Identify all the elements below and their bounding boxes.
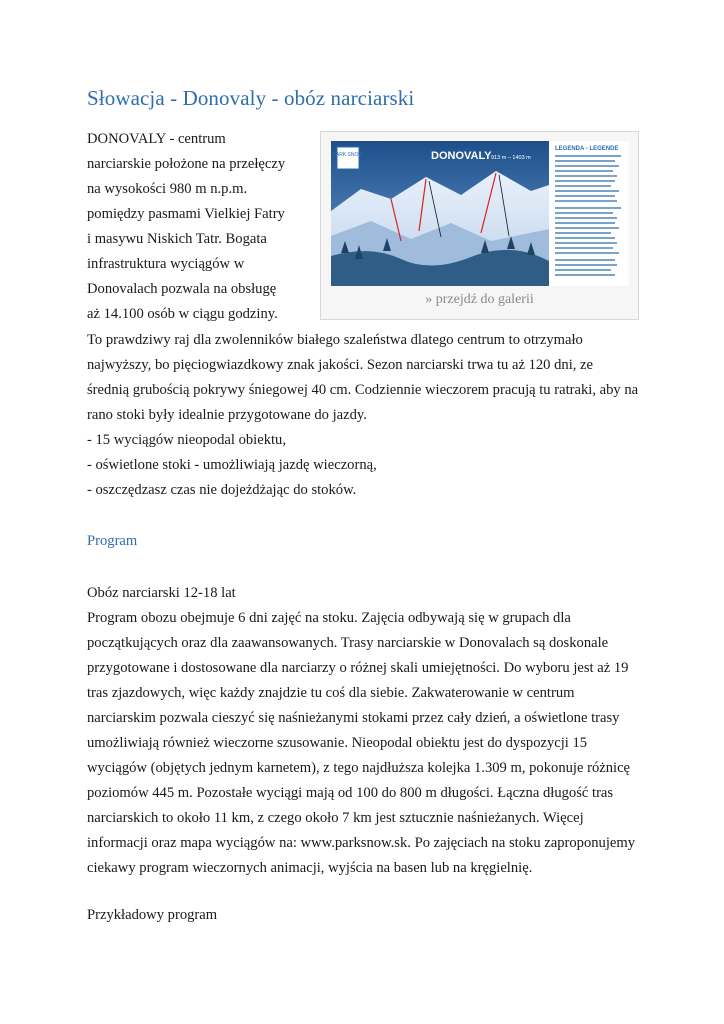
program-line: Program obozu obejmuje 6 dni zajęć na stoku. Zajęcia odbywają się w grupach dla (87, 610, 571, 626)
page-title: Słowacja - Donovaly - obóz narciarski (87, 86, 415, 110)
program-line: poziomów 445 m. Pozostałe wyciągi mają od 100 do 800 m długości. Łączna długość tras (87, 785, 614, 801)
ski-map-figure (320, 131, 639, 320)
map-title: DONOVALY (431, 150, 492, 162)
park-snow-logo (337, 147, 359, 169)
intro-line: średnią grubością pokrywy śniegowej 40 cm. Codziennie wieczorem pracują tu ratraki, aby na (87, 382, 639, 398)
gallery-link[interactable]: » przejdź do galerii (425, 292, 534, 307)
program-line: początkujących oraz dla zaawansowanych. Trasy narciarskie w Donovalach są doskonale (87, 635, 609, 651)
program-line: ciekawy program wieczornych animacji, wyjścia na basen lub na kręgielnię. (87, 860, 533, 876)
program-paragraph (87, 581, 647, 881)
program-line: umożliwiają również wieczorne szusowanie. Nieopodal obiektu jest do dyspozycji 15 (87, 735, 588, 751)
intro-line: narciarskie położone na przełęczy (87, 156, 286, 172)
intro-line: To prawdziwy raj dla zwolenników białego szaleństwa dlatego centrum to otrzymało (87, 332, 583, 348)
program-line: narciarskim pozwala cieszyć się naśnieżanymi stokami przez cały dzień, a oświetlone trasy (87, 710, 620, 726)
program-line: wyciągów (objętych jednym karnetem), z tego najdłuższa kolejka 1.309 m, pokonuje różnicę (87, 760, 631, 776)
intro-paragraph-wide (87, 328, 647, 503)
park-snow-logo-text: PARK SNOW (332, 152, 364, 158)
map-altitude: 913 m – 1403 m (491, 155, 531, 161)
bullet-line: - oświetlone stoki - umożliwiają jazdę wieczorną, (87, 457, 377, 473)
section-heading-program: Program (87, 533, 138, 549)
intro-line: na wysokości 980 m n.p.m. (87, 181, 248, 197)
program-subtitle: Obóz narciarski 12-18 lat (87, 585, 236, 601)
intro-line: infrastruktura wyciągów w (87, 256, 245, 272)
intro-line: i masywu Niskich Tatr. Bogata (87, 231, 267, 247)
intro-line: najwyższy, bo pięciogwiazdkowy znak jakości. Sezon narciarski trwa tu aż 120 dni, ze (87, 357, 594, 373)
intro-paragraph-narrow (87, 127, 302, 327)
ski-map-image[interactable] (331, 141, 629, 286)
intro-line: aż 14.100 osób w ciągu godziny. (87, 306, 278, 322)
program-line: przygotowane i dostosowane dla narciarzy o różnej skali umiejętności. Do wyboru jest aż 19 (87, 660, 629, 676)
program-line: narciarskich to około 11 km, z czego około 7 km jest sztucznie naśnieżanych. Więcej (87, 810, 584, 826)
intro-line: Donovalach pozwala na obsługę (87, 281, 277, 297)
program-line: informacji oraz mapa wyciągów na: www.parksnow.sk. Po zajęciach na stoku zaproponujemy (87, 835, 636, 851)
bullet-line: - oszczędzasz czas nie dojeżdżając do stoków. (87, 482, 357, 498)
bullet-line: - 15 wyciągów nieopodal obiektu, (87, 432, 286, 448)
program-line: tras zjazdowych, więc każdy znajdzie tu coś dla siebie. Zakwaterowanie w centrum (87, 685, 575, 701)
map-legend-title: LEGENDA - LEGENDE (555, 146, 619, 152)
intro-line: rano stoki były idealnie przygotowane do jazdy. (87, 407, 367, 423)
example-program-heading: Przykładowy program (87, 907, 218, 923)
intro-line: DONOVALY - centrum (87, 131, 226, 147)
intro-line: pomiędzy pasmami Vielkiej Fatry (87, 206, 285, 222)
